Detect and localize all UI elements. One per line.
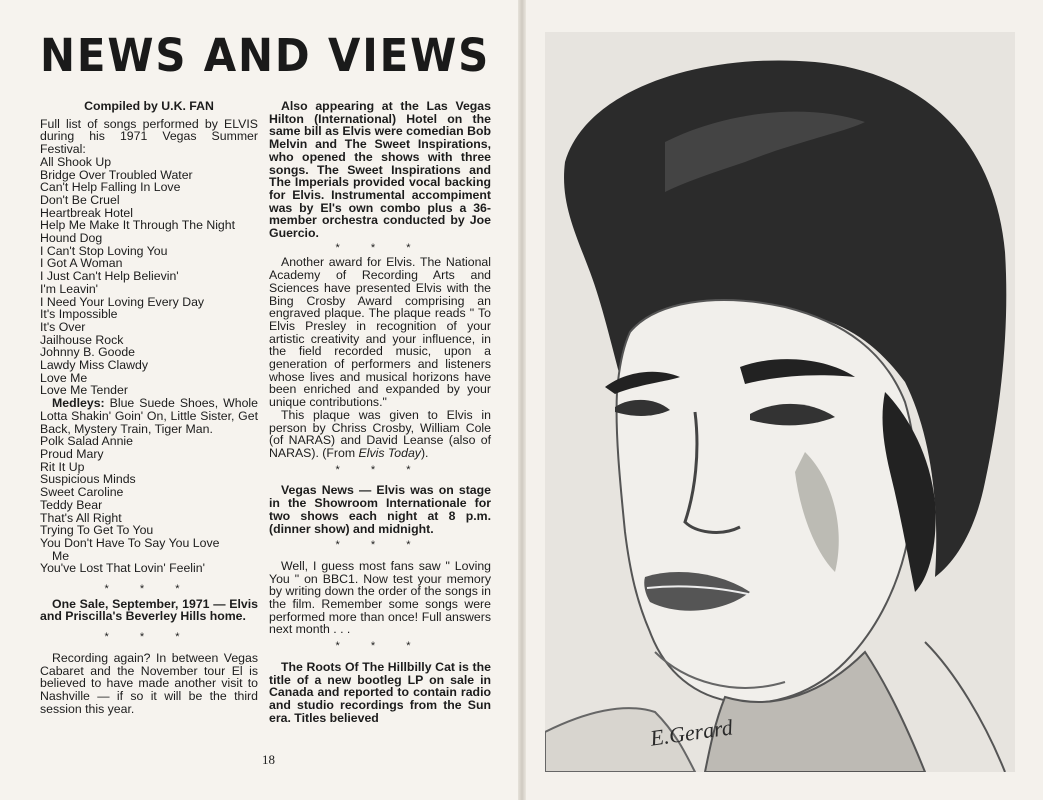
song-item: Can't Help Falling In Love [40,180,181,195]
song-item: That's All Right [40,510,122,525]
song-item: Heartbreak Hotel [40,205,133,220]
page-number: 18 [262,752,275,767]
vegas-news-paragraph: Vegas News — Elvis was on stage in the Showroom Internationale for two shows each night at 8 p.m. (dinner show) and midnight. [269,483,491,536]
song-item: Don't Be Cruel [40,192,120,207]
medleys-label: Medleys: [52,396,105,411]
portrait-illustration [545,32,1015,772]
song-item: I'm Leavin' [40,281,99,296]
song-item: I Just Can't Help Believin' [40,269,179,284]
song-item: Sweet Caroline [40,485,124,500]
section-separator: * * * [104,583,194,596]
artist-signature: E.Gerard [648,714,735,751]
song-item: I Can't Stop Loving You [40,243,168,258]
song-item: Me [52,548,70,563]
song-item: Help Me Make It Through The Night [40,218,236,233]
right-column [269,100,491,724]
also-appearing-paragraph: Also appearing at the Las Vegas Hilton (International) Hotel on the same bill as Elvis were comedian Bob Melvin and The Sweet Inspirations, who opened the shows with three songs. The Sweet Inspirations and The Imperials provided vocal backing for Elvis. Instrumental accompiment was by El's own combo plus a 36-member orchestra conducted by Joe Guercio. [269,99,491,241]
song-item: Bridge Over Troubled Water [40,167,193,182]
song-list-intro: Full list of songs performed by ELVIS during his 1971 Vegas Summer Festival: [40,116,258,157]
song-item: I Need Your Loving Every Day [40,294,205,309]
plaque-source: Elvis Today [358,445,421,460]
page-gutter [518,0,526,800]
page-headline: NEWS AND VIEWS [40,29,491,82]
song-item: You Don't Have To Say You Love [40,535,220,550]
song-item: Love Me Tender [40,383,128,398]
song-item: Polk Salad Annie [40,434,133,449]
song-item: I Got A Woman [40,256,123,271]
song-item: Johnny B. Goode [40,345,136,360]
song-list-continued [40,435,258,575]
song-item: Trying To Get To You [40,523,154,538]
section-separator: * * * [335,539,425,552]
song-list [40,156,258,397]
recording-note: Recording again? In between Vegas Cabaret and the November tour El is believed to have made another visit to Nashville — if so it will be the third session this year. [40,650,258,716]
award-paragraph: Another award for Elvis. The National Academy of Recording Arts and Sciences have presented Elvis with the Bing Crosby Award comprising an engraved plaque. The plaque reads " To Elvis Presley in recognition of your artistic creativity and your influence, in the field recorded music, upon a generation of performers and listeners whose lives and musical horizons have been enriched and expanded by your unique contributions." [269,255,491,410]
song-item: It's Over [40,319,86,334]
song-item: Suspicious Minds [40,472,136,487]
byline: Compiled by U.K. FAN [84,99,214,113]
section-separator: * * * [335,241,425,254]
medleys-text: Blue Suede Shoes, Whole Lotta Shakin' Goin' On, Little Sister, Get Back, Mystery Train, Tiger Man. [40,396,258,436]
loving-you-paragraph: Well, I guess most fans saw " Loving You " on BBC1. Now test your memory by writing down the order of the songs in the film. Remember some songs were performed more than once! Full answers next month . . . [269,558,491,637]
medleys-paragraph [40,397,258,435]
plaque-paragraph [269,409,491,460]
sale-note: One Sale, September, 1971 — Elvis and Priscilla's Beverley Hills home. [40,596,258,624]
song-item: All Shook Up [40,154,112,169]
song-item: You've Lost That Lovin' Feelin' [40,561,205,576]
song-item: Teddy Bear [40,497,103,512]
section-separator: * * * [335,463,425,476]
song-item: Rit It Up [40,459,85,474]
song-item: Proud Mary [40,446,104,461]
left-column [40,100,258,715]
section-separator: * * * [104,631,194,644]
song-item: Jailhouse Rock [40,332,124,347]
plaque-text: This plaque was given to Elvis in person by Chriss Crosby, William Cole (of NARAS) and David Leanse (also of NARAS). (From [269,407,491,460]
song-item: Hound Dog [40,231,103,246]
roots-paragraph: The Roots Of The Hillbilly Cat is the title of a new bootleg LP on sale in Canada and reported to contain radio and studio recordings from the Sun era. Titles believed [269,659,491,725]
song-item: It's Impossible [40,307,118,322]
plaque-text-end: ). [420,445,429,460]
section-separator: * * * [335,640,425,653]
song-item: Lawdy Miss Clawdy [40,358,148,373]
song-item: Love Me [40,370,88,385]
portrait-sketch [545,32,1015,772]
